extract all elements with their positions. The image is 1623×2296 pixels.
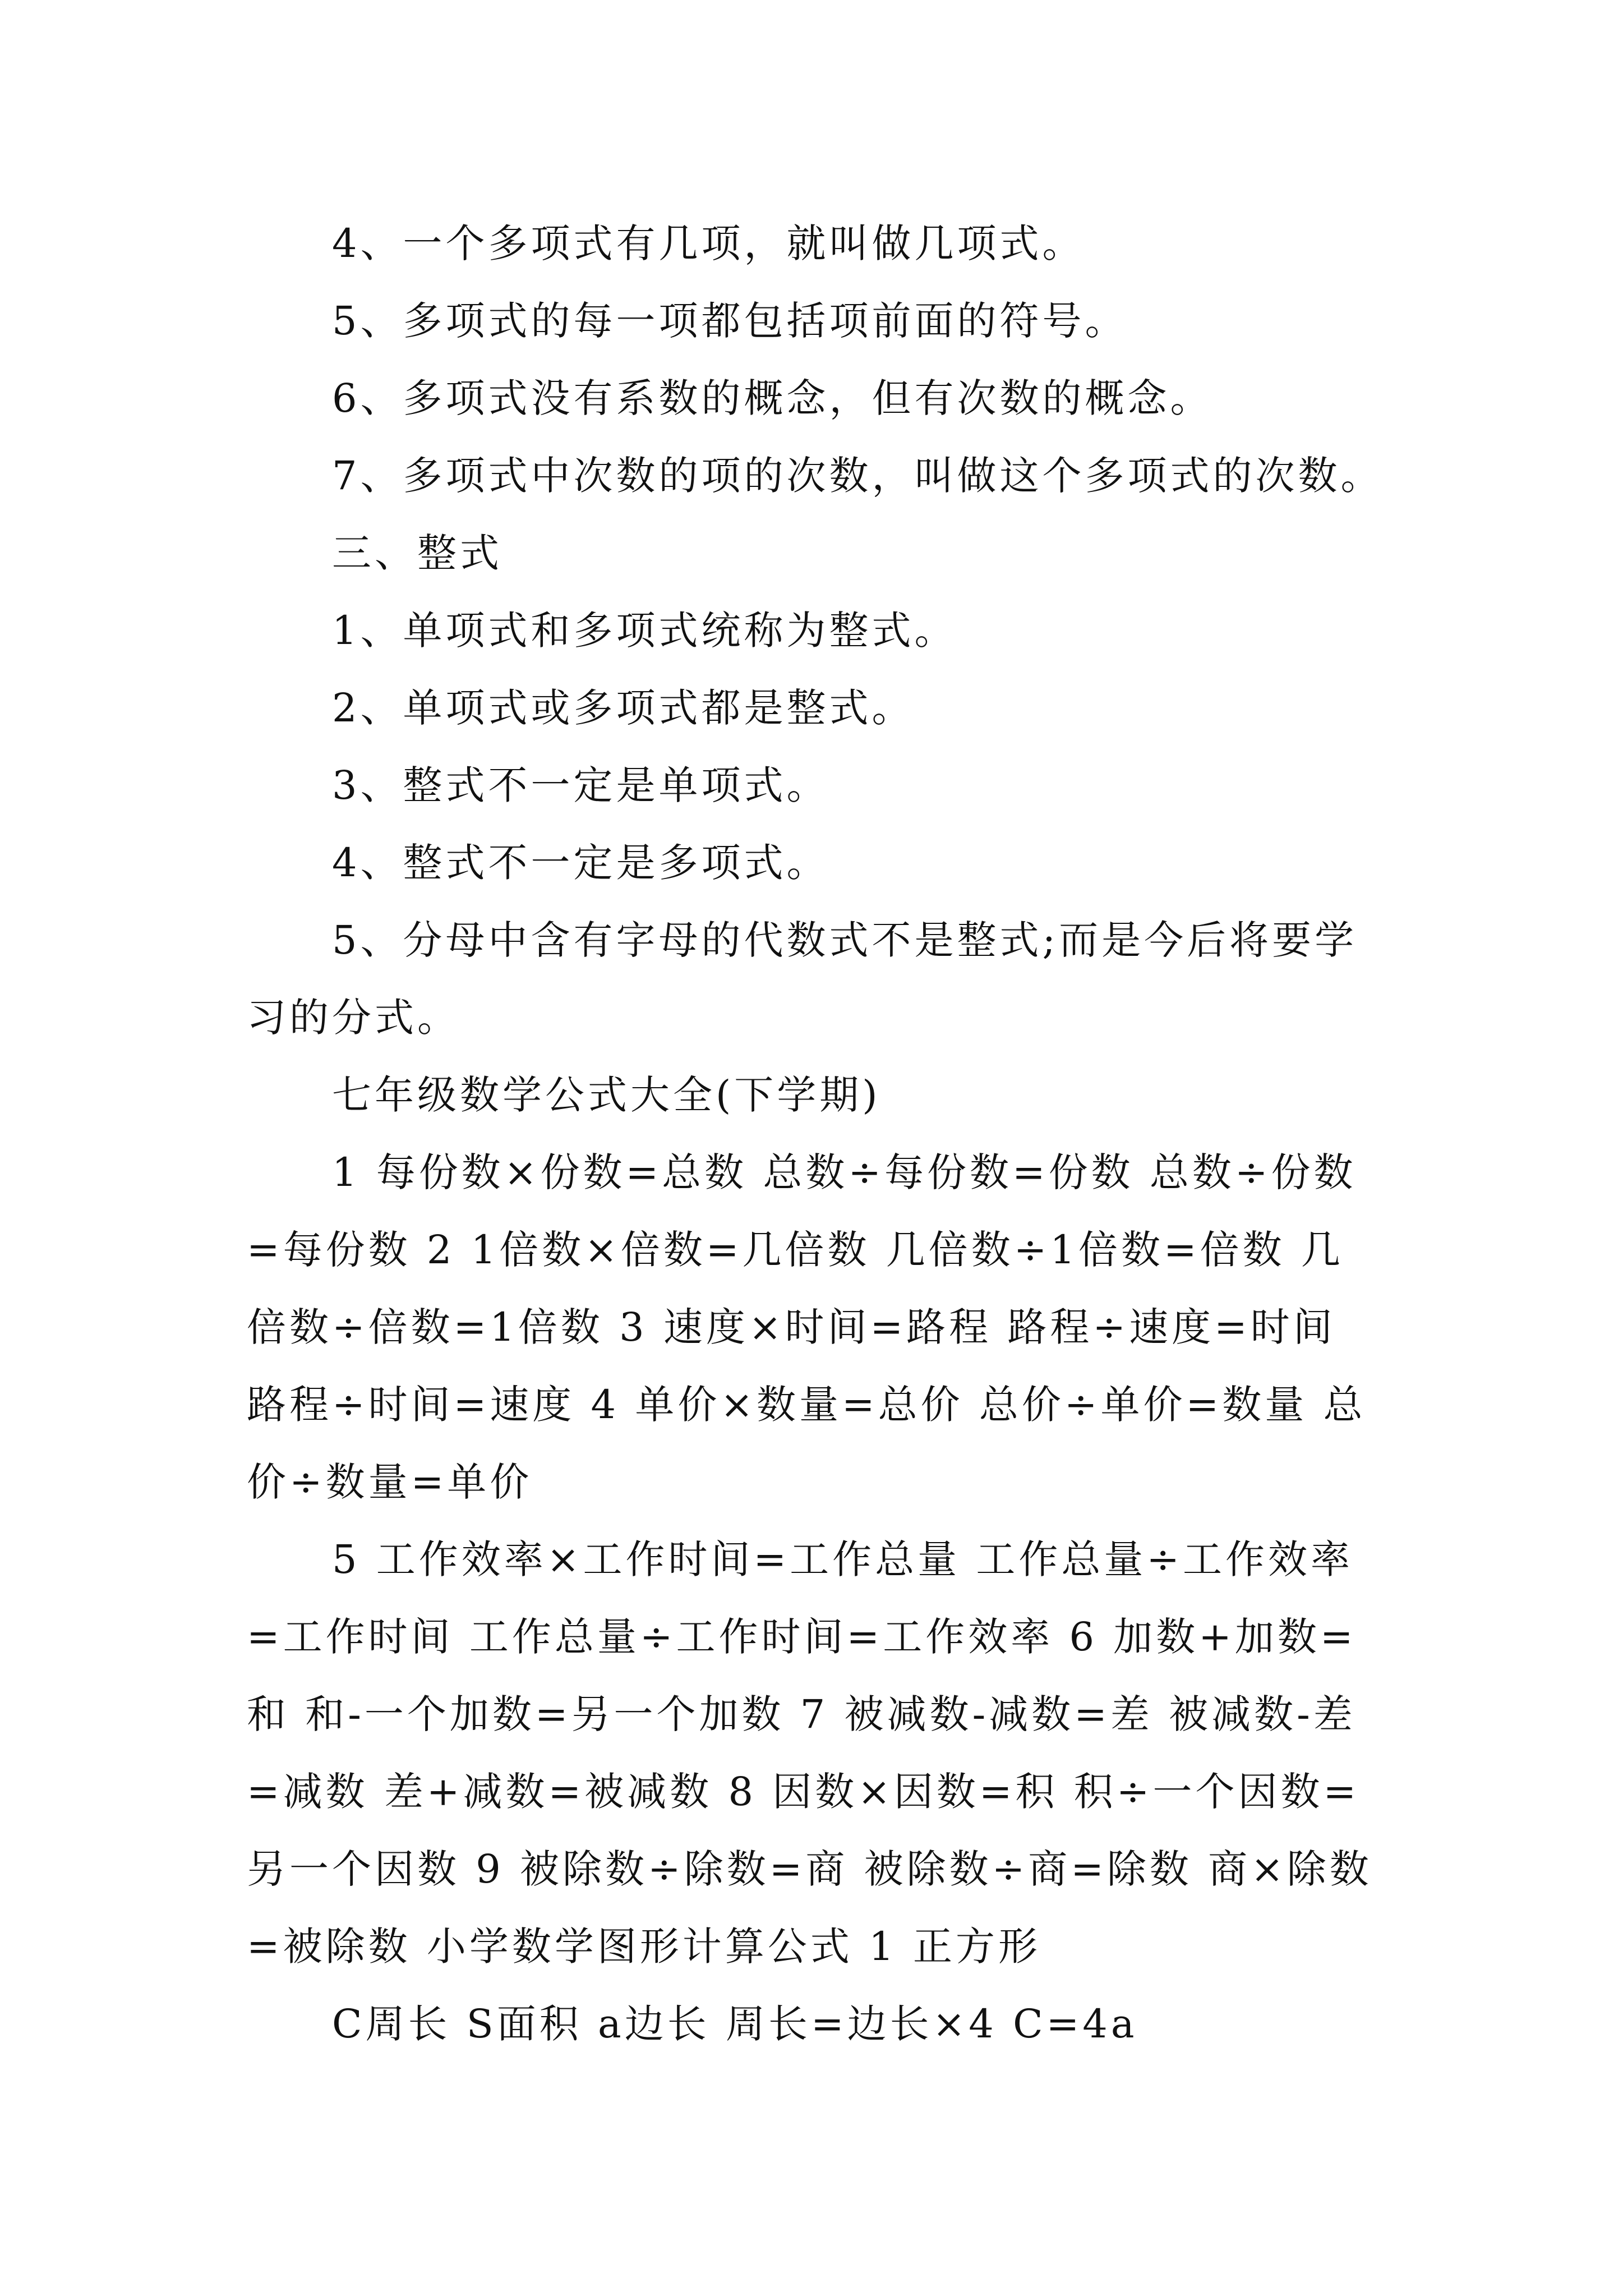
integral-rule-1: 1、单项式和多项式统称为整式。: [332, 608, 957, 654]
polynomial-rule-5: 5、多项式的每一项都包括项前面的符号。: [332, 298, 1128, 344]
formula-paragraph-2: 5 工作效率×工作时间=工作总量 工作总量÷工作效率=工作时间 工作总量÷工作时间=工作效率 6 加数+加数=和 和-一个加数=另一个加数 7 被减数-减数=差 被减数-差=减数 差+减数=被减数 8 因数×因数=积 积÷一个因数=另一个因数 9 被除数÷除数=商 被除数÷商=除数 商×除数=被除数 小学数学图形计算公式 1 正方形: [247, 1536, 1372, 1970]
polynomial-rule-7: 7、多项式中次数的项的次数，叫做这个多项式的次数。: [332, 453, 1384, 499]
integral-rule-4: 4、整式不一定是多项式。: [332, 840, 829, 886]
formula-paragraph-3: C周长 S面积 a边长 周长=边长×4 C=4a: [332, 2001, 1138, 2047]
formula-paragraph-1: 1 每份数×份数=总数 总数÷每份数=份数 总数÷份数=每份数 2 1倍数×倍数=几倍数 几倍数÷1倍数=倍数 几倍数÷倍数=1倍数 3 速度×时间=路程 路程÷速度=时间 路程÷时间=速度 4 单价×数量=总价 总价÷单价=数量 总价÷数量=单价: [247, 1149, 1366, 1505]
formula-section-title: 七年级数学公式大全(下学期): [332, 1072, 881, 1118]
section-heading-integral-expressions: 三、整式: [332, 530, 502, 576]
polynomial-rule-6: 6、多项式没有系数的概念，但有次数的概念。: [332, 375, 1213, 421]
integral-rule-2: 2、单项式或多项式都是整式。: [332, 685, 915, 731]
integral-rule-5: 5、分母中含有字母的代数式不是整式;而是今后将要学习的分式。: [247, 917, 1358, 1041]
integral-rule-3: 3、整式不一定是单项式。: [332, 762, 829, 808]
polynomial-rule-4: 4、一个多项式有几项，就叫做几项式。: [332, 220, 1085, 266]
document-body: [247, 205, 1385, 2063]
